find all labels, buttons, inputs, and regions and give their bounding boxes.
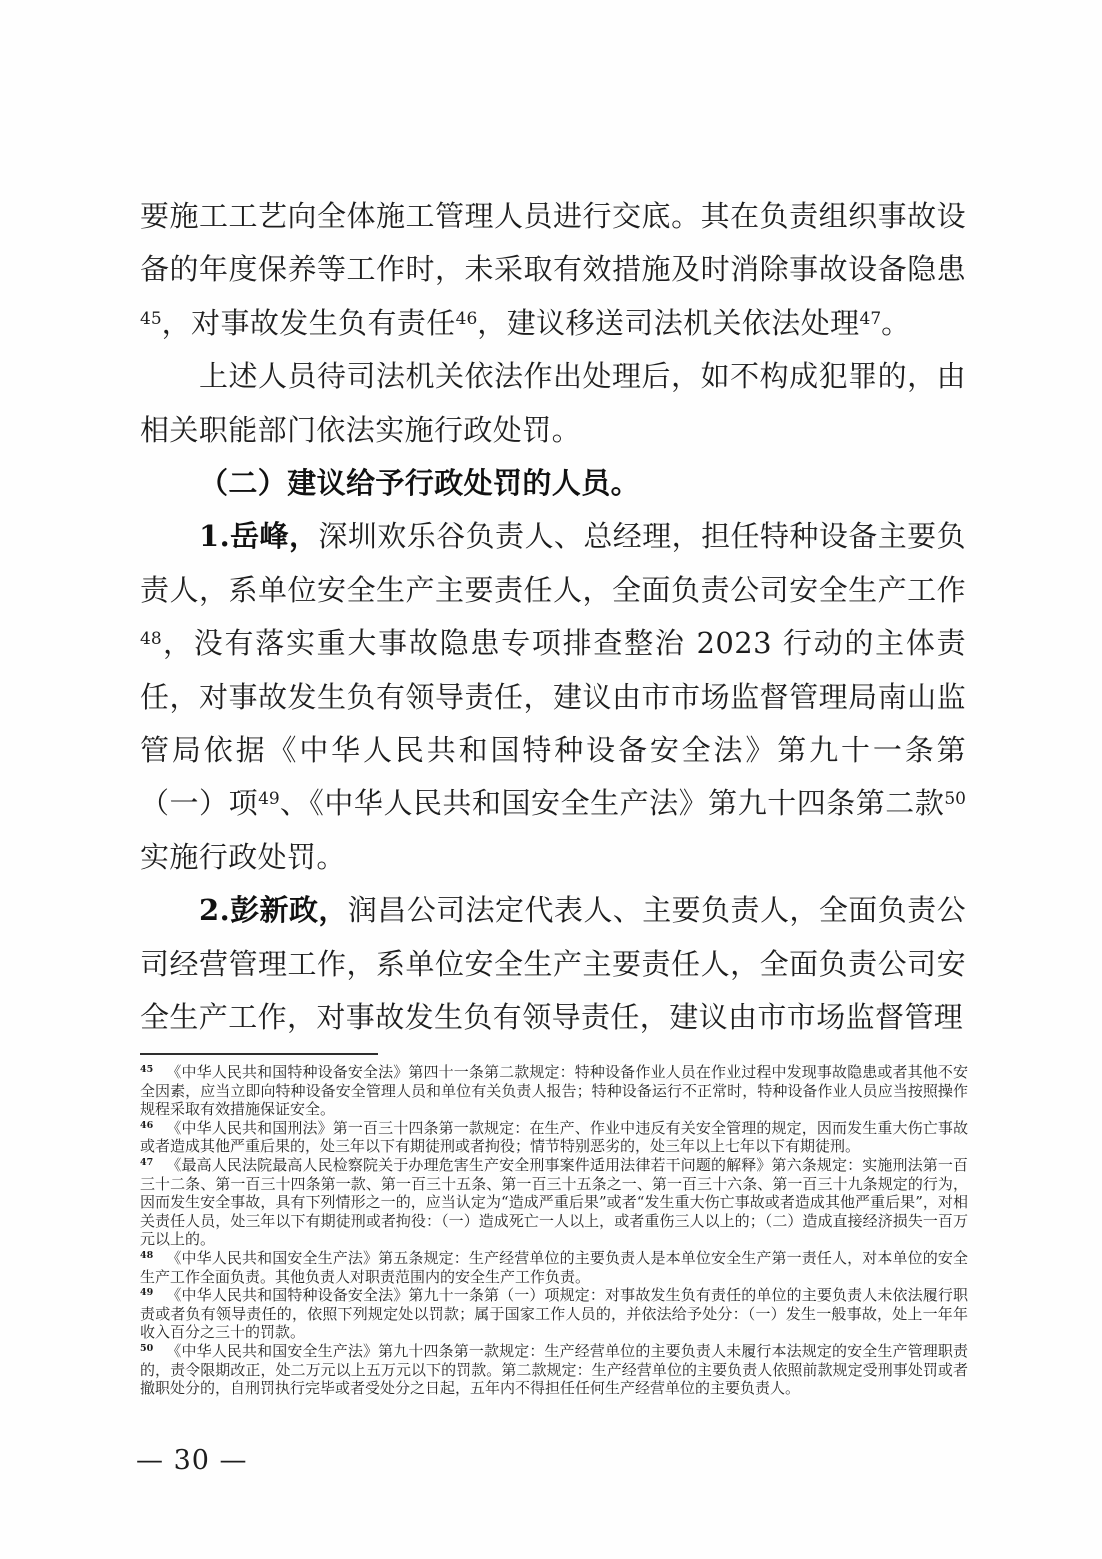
footnote-number: 50 xyxy=(140,1342,154,1354)
footnote-number: 48 xyxy=(140,1249,154,1261)
text-run: ，没有落实重大事故隐患专项排查整治 2023 行动的主体责任，对事故发生负有领导责任，建议由市市场监督管理局南山监管局依据《中华人民共和国特种设备安全法》第九十一条第（一）项 xyxy=(140,626,966,821)
footnote-ref: 50 xyxy=(944,789,966,810)
footnote-ref: 46 xyxy=(455,308,478,329)
text-run: ，建议移送司法机关依法处理 xyxy=(477,305,860,340)
footnote-item xyxy=(140,1156,968,1249)
para-person-1 xyxy=(140,510,966,884)
heading-section-2 xyxy=(140,457,966,510)
footnote-text: 《最高人民法院最高人民检察院关于办理危害生产安全刑事案件适用法律若干问题的解释》第六条规定：实施刑法第一百三十二条、第一百三十四条第一款、第一百三十五条、第一百三十五条之一、第一百三十六条、第一百三十九条规定的行为，因而发生安全事故，具有下列情形之一的，应当认定为“造成严重后果”或者“发生重大伤亡事故或者造成其他严重后果”，对相关责任人员，处三年以下有期徒刑或者拘役：（一）造成死亡一人以上，或者重伤三人以上的；（二）造成直接经济损失一百万元以上的。 xyxy=(140,1155,968,1249)
footnote-separator xyxy=(140,1053,378,1055)
footnote-item xyxy=(140,1063,968,1119)
footnote-ref: 49 xyxy=(258,789,280,810)
footnote-number: 45 xyxy=(140,1064,154,1075)
para-person-2 xyxy=(140,884,966,1044)
footnote-text: 《中华人民共和国特种设备安全法》第九十一条第（一）项规定：对事故发生负有责任的单位的主要负责人未依法履行职责或者负有领导责任的，依照下列规定处以罚款；属于国家工作人员的，并依法给予处分：（一）发生一般事故，处上一年年收入百分之三十的罚款。 xyxy=(140,1286,968,1342)
footnote-text: 《中华人民共和国刑法》第一百三十四条第一款规定：在生产、作业中违反有关安全管理的规定，因而发生重大伤亡事故或者造成其他严重后果的，处三年以下有期徒刑或者拘役；情节特别恶劣的，处三年以上七年以下有期徒刑。 xyxy=(140,1118,968,1156)
footnote-number: 46 xyxy=(140,1119,154,1131)
footnote-ref: 48 xyxy=(140,629,162,650)
para-judicial-followup xyxy=(140,350,966,457)
page-number: — 30 — xyxy=(136,1445,248,1476)
text-run: 。 xyxy=(881,305,911,340)
footnote-text: 《中华人民共和国安全生产法》第九十四条第一款规定：生产经营单位的主要负责人未履行本法规定的安全生产管理职责的，责令限期改正，处二万元以上五万元以下的罚款。第二款规定：生产经营单位的主要负责人依照前款规定受刑事处罚或者撤职处分的，自刑罚执行完毕或者受处分之日起，五年内不得担任任何生产经营单位的主要负责人。 xyxy=(140,1341,968,1398)
text-run: 要施工工艺向全体施工管理人员进行交底。其在负责组织事故设备的年度保养等工作时，未采取有效措施及时消除事故设备隐患 xyxy=(140,199,966,287)
para-continuation xyxy=(140,190,966,350)
footnote-item xyxy=(140,1286,968,1342)
document-body xyxy=(140,190,966,1045)
text-run: 实施行政处罚。 xyxy=(140,839,346,874)
footnote-ref: 45 xyxy=(140,308,162,329)
text-run: 、《中华人民共和国安全生产法》第九十四条第二款 xyxy=(279,786,945,821)
text-run: 深圳欢乐谷负责人、总经理，担任特种设备主要负责人，系单位安全生产主要责任人，全面负责公司安全生产工作 xyxy=(140,519,966,607)
footnote-number: 49 xyxy=(140,1287,154,1299)
footnote-text: 《中华人民共和国特种设备安全法》第四十一条第二款规定：特种设备作业人员在作业过程中发现事故隐患或者其他不安全因素，应当立即向特种设备安全管理人员和单位有关负责人报告；特种设备运行不正常时，特种设备作业人员应当按照操作规程采取有效措施保证安全。 xyxy=(140,1063,968,1119)
emphasis-run: 2.彭新政， xyxy=(199,893,348,928)
footnote-item xyxy=(140,1342,968,1398)
footnote-item xyxy=(140,1119,968,1156)
footnote-item xyxy=(140,1249,968,1286)
emphasis-run: 1.岳峰， xyxy=(199,519,319,554)
footnote-text: 《中华人民共和国安全生产法》第五条规定：生产经营单位的主要负责人是本单位安全生产第一责任人，对本单位的安全生产工作全面负责。其他负责人对职责范围内的安全生产工作负责。 xyxy=(140,1248,968,1286)
text-run: 上述人员待司法机关依法作出处理后，如不构成犯罪的，由相关职能部门依法实施行政处罚。 xyxy=(140,359,966,447)
footnote-number: 47 xyxy=(140,1156,154,1168)
footnote-ref: 47 xyxy=(859,308,882,329)
text-run: 润昌公司法定代表人、主要负责人，全面负责公司经营管理工作，系单位安全生产主要责任人，全面负责公司安全生产工作，对事故发生负有领导责任，建议由市市场监督管理 xyxy=(140,893,966,1035)
text-run: ，对事故发生负有责任 xyxy=(161,305,456,340)
emphasis-run: （二）建议给予行政处罚的人员。 xyxy=(199,466,641,501)
footnotes xyxy=(140,1063,968,1398)
